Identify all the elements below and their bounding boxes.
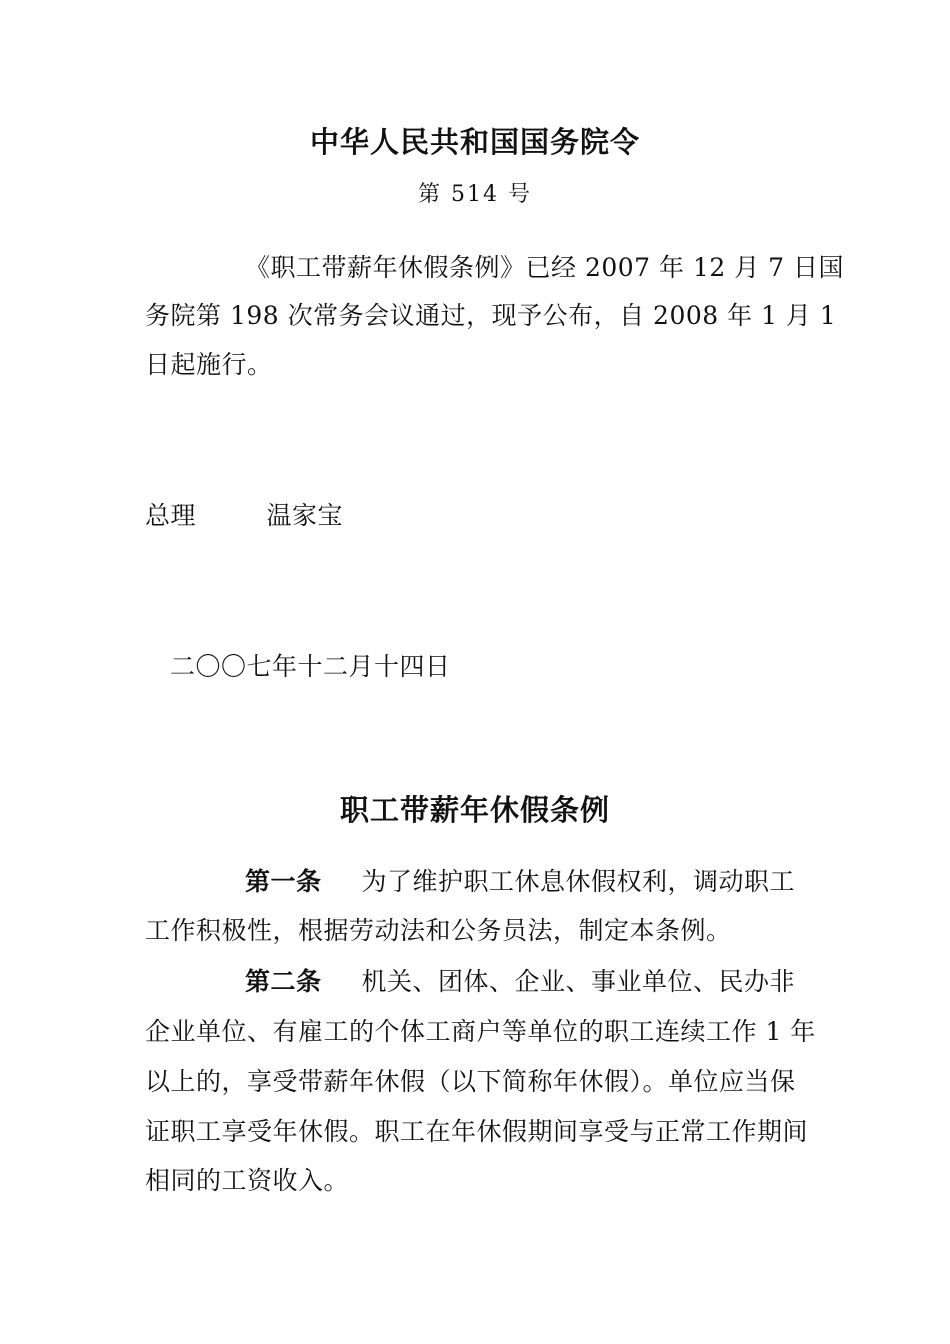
article-2-first-line xyxy=(245,962,795,998)
decree-date: 二〇〇七年十二月十四日 xyxy=(170,652,451,681)
article-2-line-3: 以上的，享受带薪年休假（以下简称年休假）。单位应当保 xyxy=(145,1067,796,1096)
article-1-first-line xyxy=(245,862,795,898)
decree-body-line-2: 务院第 198 次常务会议通过，现予公布，自 2008 年 1 月 1 xyxy=(145,301,837,330)
article-1-line-2: 工作积极性，根据劳动法和公务员法，制定本条例。 xyxy=(145,916,732,945)
article-1-label: 第一条 xyxy=(245,867,322,896)
article-2-line-2: 企业单位、有雇工的个体工商户等单位的职工连续工作 1 年 xyxy=(145,1017,816,1046)
decree-body-line-3: 日起施行。 xyxy=(145,350,273,379)
decree-number: 第 514 号 xyxy=(418,182,532,207)
decree-title: 中华人民共和国国务院令 xyxy=(309,125,640,159)
signer-name: 温家宝 xyxy=(266,501,343,530)
article-2-line-5: 相同的工资收入。 xyxy=(145,1166,350,1195)
article-2-line-4: 证职工享受年休假。职工在年休假期间享受与正常工作期间 xyxy=(145,1117,809,1146)
article-2-label: 第二条 xyxy=(245,967,322,996)
regulation-title: 职工带薪年休假条例 xyxy=(339,793,610,827)
signer xyxy=(145,496,343,532)
article-2-text-1: 机关、团体、企业、事业单位、民办非 xyxy=(361,967,796,996)
signer-role: 总理 xyxy=(145,501,197,530)
decree-body-line-1: 《职工带薪年休假条例》已经 2007 年 12 月 7 日国 xyxy=(245,253,845,282)
article-1-text-1: 为了维护职工休息休假权利，调动职工 xyxy=(361,867,796,896)
